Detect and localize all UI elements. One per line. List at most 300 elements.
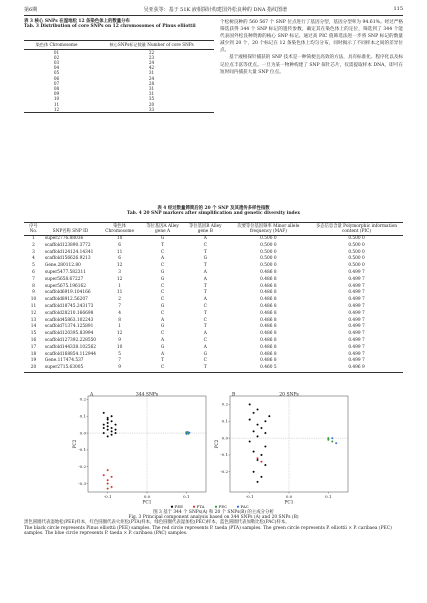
table4-body [24,236,403,373]
table4 [24,222,403,373]
header-rule [24,15,403,16]
body-text [220,19,403,76]
x-tick-label: 0.0 [285,494,293,499]
y-tick-label: -0.1 [220,452,228,458]
table-cell: 3 [118,269,121,275]
table-cell: C [203,337,207,343]
table-cell: 17 [30,344,37,350]
table4-header-cell: 等位基因A Alley gene A [141,223,184,236]
table-cell: scaffold45863.102243 [44,317,94,323]
table-cell: 12 [30,310,37,316]
data-point [261,427,263,429]
legend-marker [237,506,239,508]
table-cell: 7 [32,276,35,282]
table-cell: 1 [118,283,121,289]
table-cell: 7 [118,303,121,309]
table4-header-cell: SNP名称 SNP ID [43,223,98,236]
table-cell: 13 [30,317,37,323]
table-cell: 31 [148,70,155,76]
table-cell: 01 [53,49,60,55]
table-cell: 0.499 7 [348,283,365,289]
legend-marker [215,506,217,508]
y-tick-label: 0.0 [79,430,86,436]
header-title: 吴亚获等：基于 51K 液相探针构建国外松良种的 DNA 指纹图谱 [143,7,288,13]
table4-header-cell: 等位基因B Alley gene B [184,223,227,236]
table-cell: 15 [30,331,37,337]
table-row [24,263,403,270]
table-cell: G [203,351,208,357]
data-point [115,424,117,426]
table-cell: 0.499 7 [348,276,365,282]
table-row [24,256,403,263]
table-cell: C [160,249,165,255]
table-row [24,297,403,304]
data-point [253,412,255,414]
x-tick-label: 0.0 [143,494,151,499]
table-cell: G [160,269,165,275]
x-axis-label: PC1 [284,500,294,506]
table3-title-en: Tab. 3 Distribution of core SNPs on 12 chromosomes of Pinus elliottii [24,24,196,30]
table3 [24,40,214,113]
table-cell: 07 [53,80,60,86]
legend-entry: PTA [196,504,205,509]
y-tick-label: 0.0 [221,435,228,441]
table-cell: 0.486 8 [260,269,277,275]
table4-header-cell: 多态信息含量 Polymorphic information content (PIC) [310,223,403,236]
running-header [24,6,403,15]
table-cell: T [203,310,207,316]
table-cell: super5658.67227 [44,276,84,282]
y-tick-label: 0.2 [79,396,86,402]
table-cell: 2 [32,242,35,248]
table-cell: 0.500 0 [348,263,365,269]
table-cell: super5675.196162 [44,283,86,289]
table-cell: A [203,269,207,275]
y-axis-label: PC2 [73,439,78,449]
data-point [107,429,109,431]
table-cell: 10 [116,344,123,350]
table-cell: 18 [30,351,37,357]
figure-caption-cn: 图 3 基于 344 个 SNPs(A) 和 20 个 SNPs(B) 的主成分分析 [153,510,274,515]
table-cell: 0.500 0 [260,242,277,248]
data-point [107,479,109,481]
table-cell: 0.460 5 [227,365,310,372]
table-cell: 0.500 0 [348,249,365,255]
data-point [111,434,113,436]
table-cell: 0.486 8 [260,276,277,282]
data-point [187,431,189,433]
table-row [24,277,403,284]
table3-header-cell: 染色体 Chromosome [24,41,89,50]
data-point [115,432,117,434]
y-tick-label: -0.2 [220,469,228,475]
table-cell: 0.499 7 [348,317,365,323]
table-cell: 16 [30,337,37,343]
y-tick-label: 0.1 [79,413,86,419]
y-tick-label: 0.1 [221,418,228,424]
table-cell: 0.499 7 [348,337,365,343]
table-cell: 20 [148,101,155,107]
table-cell: 6 [32,269,35,275]
table-cell: 0.486 8 [260,303,277,309]
table-row [24,250,403,257]
table-cell: C [141,365,184,372]
legend-marker [171,506,173,508]
table-cell: 02 [53,54,60,60]
table-cell: 6 [118,242,121,248]
table-cell: 0.486 8 [260,283,277,289]
table-cell: 33 [89,107,214,113]
table-cell: 5 [32,263,35,269]
table-cell: 12 [116,276,123,282]
x-tick-label: 0.1 [325,494,332,499]
table-cell: 11 [30,303,37,309]
data-point [107,425,109,427]
table-row [24,270,403,277]
table-cell: scaffold18745.243173 [44,303,94,309]
table3-header-row [24,41,214,50]
table-cell: 0.500 0 [260,263,277,269]
table-cell: Gene.280112.80 [44,263,81,269]
table-cell: 05 [53,70,60,76]
table-cell: C [160,331,165,337]
table-cell: scaffold8912.56207 [44,297,88,303]
table-cell: C [160,283,165,289]
table-cell: 9 [98,365,141,372]
legend-entry: PEE [174,504,184,509]
table4-title-cn: 表 4 经过数量筛简后的 20 个 SNP 及其遗传多样性指数 [157,206,270,211]
data-point [261,454,263,456]
table-cell: scaffold127392.228550 [44,337,97,343]
table-cell: C [160,263,165,269]
table-cell: A [203,344,207,350]
data-point [257,436,259,438]
table-row [24,311,403,318]
table-cell: 24 [148,75,155,81]
table-cell: T [161,358,165,364]
table-cell: A [161,337,165,343]
table4-header-cell: 序号 No. [24,223,43,236]
data-point [253,430,255,432]
table-row [24,236,403,243]
table-cell: G [160,344,165,350]
table-cell: 31 [148,86,155,92]
data-point [111,486,113,488]
panel-label: A [90,392,94,398]
table3-caption [24,19,214,29]
panel-label: B [232,392,236,398]
table-cell: 0.486 8 [260,317,277,323]
figure-caption [24,510,403,536]
data-point [257,409,259,411]
header-page-number: 115 [393,6,403,12]
data-point [249,441,251,443]
table-cell: 9 [32,290,35,296]
legend-entry: PEC [218,504,228,509]
table-cell: C [203,358,207,364]
table-cell: 1 [118,324,121,330]
data-point [327,437,329,439]
data-point [103,427,105,429]
data-point [265,446,267,448]
table-row [24,365,403,372]
data-point [103,474,105,476]
table-cell: 04 [53,65,60,71]
legend-marker [193,506,195,508]
table-cell: 10 [53,96,60,102]
table-cell: 12 [116,331,123,337]
table-cell: 24 [148,60,155,65]
table-cell: 0.499 7 [348,324,365,330]
table3-header-cell: 核心SNPs标记数量 Number of core SNPs [89,41,214,50]
data-point [111,430,113,432]
table-row [24,107,214,113]
table-cell: 4 [32,256,35,262]
x-tick-label: -0.1 [245,494,254,499]
table-cell: super5477.582311 [44,269,86,275]
table-cell: 0.486 8 [260,310,277,316]
table-cell: 22 [148,49,155,55]
table-cell: T [203,283,207,289]
table4-header-cell: 染色体 Chromosome [98,223,141,236]
table-cell: 0.499 7 [348,358,365,364]
data-point [107,436,109,438]
data-point [327,439,329,441]
table-cell: 11 [116,290,123,296]
table-cell: super2715.63005 [43,365,98,372]
data-point [261,476,263,478]
y-tick-label: -0.3 [78,480,86,486]
table-cell: 7 [118,358,121,364]
data-point [249,419,251,421]
table-cell: A [161,256,165,262]
y-axis-label: PC2 [215,439,220,449]
table-row [24,243,403,250]
x-tick-label: 0.1 [183,494,190,499]
table-cell: 0.499 7 [348,269,365,275]
table3-title-cn: 表 3 核心 SNPs 在湿地松 12 条染色体上的数量分布 [24,19,130,24]
table-cell: scaffold71374.125891 [44,324,94,330]
table-cell: 3 [32,249,35,255]
table4-title-en: Tab. 4 20 SNP markers after simplification and genetic diversity index [126,211,301,217]
table-cell: T [161,242,165,248]
table-cell: G [160,236,165,241]
table-cell: scaffold123890.3772 [44,242,91,248]
x-tick-label: -0.1 [103,494,112,499]
table-cell: scaffold28210.166698 [44,310,94,316]
data-point [253,471,255,473]
table4-caption [24,206,403,216]
table-cell: 10 [30,297,37,303]
data-point [261,461,263,463]
table-cell: 08 [53,86,60,92]
table-cell: 0.499 7 [348,344,365,350]
body-paragraph: 基于液相探针捕获的 SNP 技术是一种简便且高效的方法，具有标准化、程序化以及标记位点丰富等优点。一旦为某一物种构建了 SNP 探针芯片，仅需提取样本 DNA，即可在短时间内捕获大量 SNP 位点。 [220,55,403,75]
table-cell: 06 [53,75,60,81]
data-point [268,415,270,417]
table-cell: 0.500 0 [260,249,277,255]
table-cell: 8 [32,283,35,289]
table-cell: T [203,263,207,269]
data-point [107,469,109,471]
table-cell: 31 [148,91,155,97]
data-point [265,432,267,434]
data-point [257,424,259,426]
table-cell: 14 [30,324,37,330]
data-point [111,420,113,422]
table-cell: C [203,303,207,309]
table-cell: 12 [116,263,123,269]
data-point [107,419,109,421]
data-point [107,488,109,490]
data-point [103,432,105,434]
table-cell: 0.486 8 [260,358,277,364]
y-tick-label: -0.1 [78,447,86,453]
table-row [24,338,403,345]
table-cell: scaffold144338.102562 [44,344,97,350]
table-cell: 0.500 0 [348,256,365,262]
table-cell: 23 [148,54,155,60]
data-point [111,415,113,417]
table-row [24,318,403,325]
table-cell: T [203,249,207,255]
table-cell: 10 [116,236,123,241]
table-cell: 19 [30,358,37,364]
table-cell: Gene.117474.537 [44,358,84,364]
table-cell: 0.500 0 [260,256,277,262]
table-cell: 8 [118,317,121,323]
table-cell: 0.496 9 [310,365,403,372]
figure-note-en: The black circle represents Pinus elliottii (PEE) samples. The red circle represents P. taeda (PTA) samples. The green circle represents P. elliottii × P. caribaea (PEC) samples. The blue circle represents P. taeda × P. caribaea (PAC) samples. [24,525,392,536]
table-cell: C [203,317,207,323]
table-cell: 0.500 0 [348,242,365,248]
table-cell: 0.486 8 [260,324,277,330]
table-cell: 35 [148,96,155,102]
data-point [249,404,251,406]
data-point [111,476,113,478]
table-row [24,284,403,291]
table4-header-row [24,223,403,236]
table-cell: A [161,351,165,357]
data-point [107,417,109,419]
table-cell: G [160,276,165,282]
table-cell: 9 [118,337,121,343]
table-cell: T [203,290,207,296]
table-cell: scaffold156626.9213 [44,256,91,262]
data-point [103,424,105,426]
data-point [253,451,255,453]
table-cell: 12 [24,107,89,113]
data-point [265,464,267,466]
data-point [115,429,117,431]
table-cell: 09 [53,91,60,97]
table-cell: 0.499 7 [348,351,365,357]
table-cell: 1 [32,236,35,241]
table-cell: scaffold168854.112944 [44,351,97,357]
panel-title: 344 SNPs [135,392,159,398]
table-row [24,345,403,352]
table-cell: 28 [148,80,155,86]
table-cell: A [203,331,207,337]
table-cell: G [160,303,165,309]
table-cell: scaffold6919.104166 [44,290,91,296]
table-cell: A [203,297,207,303]
table-cell: 0.499 7 [348,310,365,316]
table-cell: super2776.88036 [44,236,84,241]
data-point [107,483,109,485]
table-row [24,324,403,331]
table-cell: G [160,324,165,330]
table-cell: 2 [118,297,121,303]
table3-body [24,49,214,112]
table-cell: 20 [24,365,43,372]
data-point [335,442,337,444]
table-row [24,304,403,311]
data-point [265,420,267,422]
table-cell: 4 [118,310,121,316]
data-point [111,427,113,429]
table-row [24,352,403,359]
table-cell: 6 [118,256,121,262]
table-row [24,331,403,338]
table-cell: G [203,256,208,262]
y-tick-label: 0.2 [221,401,228,407]
table-cell: 0.500 0 [260,236,277,241]
data-point [185,433,187,435]
legend-entry: PAC [240,504,249,509]
table-cell: 0.486 8 [260,351,277,357]
table-cell: 03 [53,60,60,65]
table-cell: 0.499 7 [348,331,365,337]
table-cell: 11 [53,101,60,107]
data-point [257,481,259,483]
figure-note-cn: 黑色圆圈代表湿地松(PEE)样本，红色圆圈代表火炬松(PTA)样本，绿色圆圈代表湿加松(PEC)样本，蓝色圆圈代表加勒比松(PAC)样本。 [24,520,290,526]
table-row [24,290,403,297]
table-cell: 0.486 8 [260,344,277,350]
y-tick-label: -0.2 [78,464,86,470]
table-cell: scaffold120395.83994 [44,331,94,337]
x-axis-label: PC1 [142,500,152,506]
data-point [257,459,259,461]
table-cell: C [203,242,207,248]
data-point [331,441,333,443]
data-point [257,457,259,459]
table-cell: 0.486 8 [260,337,277,343]
table-row [24,358,403,365]
table-cell: T [184,365,227,372]
body-paragraph: 个松树良种的 560 567 个 SNP 位点进行了基因分型，基因分型率为 94.61%。经过严格筛选获得 344 个 SNP 标记的遗传参数，确定其在染色体上的定位，筛选到了 344 个能代表国外松良种资源的核心 SNP 标记。通过高 PIC 值筛选法进一步将 SNP 标记的数量减少到 20 个，20 个标记在 12 条染色体上均匀分布，同时揭示了不同样本之间的差异位点。 [220,20,403,54]
panel-title: 20 SNPs [279,392,299,398]
table-cell: 0.486 8 [260,290,277,296]
table-cell: C [160,297,165,303]
table-cell: 0.499 7 [348,290,365,296]
table-cell: 42 [148,65,155,71]
figure-caption-en: Fig. 3 Principal component analysis based on 344 SNPs (A) and 20 SNPs (B) [128,515,299,521]
table-cell: C [160,290,165,296]
table-cell: 11 [116,249,123,255]
table-cell: 0.486 8 [260,297,277,303]
data-point [331,437,333,439]
table4-header-cell: 次要等位基因频率 Minor allele frequency (MAF) [227,223,310,236]
table-cell: scaffold124124.14341 [44,249,94,255]
data-point [107,422,109,424]
table-cell: 5 [118,351,121,357]
table-cell: 0.499 7 [348,303,365,309]
table-cell: T [203,324,207,330]
table-cell: 0.499 7 [348,297,365,303]
table-cell: A [203,236,207,241]
data-point [103,412,105,414]
